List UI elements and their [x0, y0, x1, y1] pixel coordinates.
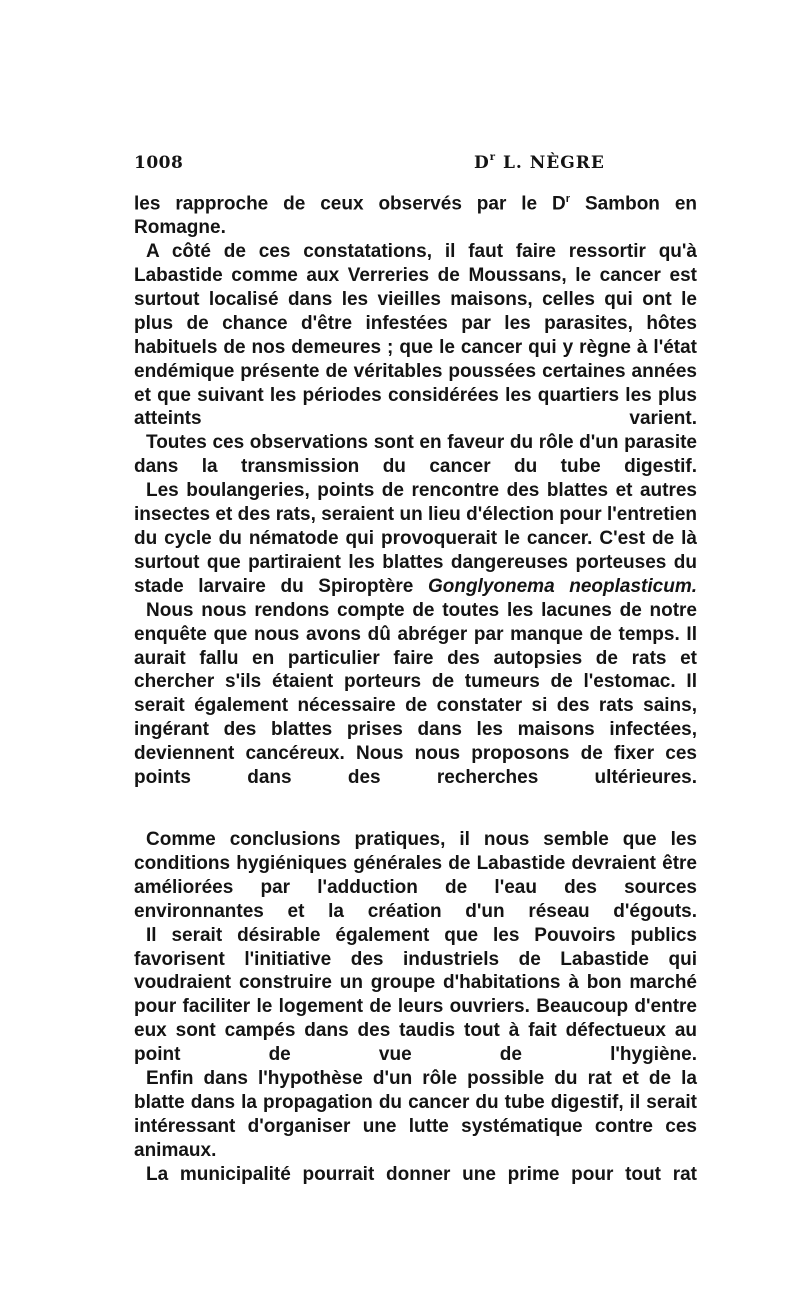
page-header [134, 153, 696, 177]
paragraph: Enfin dans l'hypothèse d'un rôle possible du rat et de la blatte dans la propagation du cancer du tube digestif, il serait intéressant d'organiser une lutte systématique contre ces animaux. [134, 1068, 697, 1161]
paragraph: A côté de ces constatations, il faut faire ressortir qu'à Labastide comme aux Verreries de Moussans, le cancer est surtout localisé dans les vieilles maisons, celles qui ont le plus de chance d'être infestées par les parasites, hôtes habituels de nos demeures ; que le cancer qui y règne à l'état endémique présente de véritables poussées certaines années et que suivant les périodes considérées les quartiers les plus atteints varient. [134, 241, 697, 430]
page-number: 1008 [134, 153, 184, 173]
paragraph-text: Les boulangeries, points de rencontre des blattes et autres insectes et des rats, seraient un lieu d'élection pour l'entretien du cycle du nématode qui provoquerait le cancer. C'est de là surtout que partiraient les blattes dangereuses porteuses du stade larvaire du Spiroptère [134, 480, 697, 597]
species-name: Gonglyonema neoplasticum. [427, 575, 698, 597]
section-gap [134, 790, 697, 828]
paragraph [134, 479, 697, 599]
running-head-author: $D^r$ L. NÈGRE [474, 152, 605, 173]
paragraph: Comme conclusions pratiques, il nous semble que les conditions hygiéniques générales de Labastide devraient être améliorées par l'adduction de l'eau des sources environnantes et la création d'un réseau d'égouts. [134, 828, 697, 922]
paragraph: La municipalité pourrait donner une prime pour tout rat [146, 1163, 697, 1185]
body-text [134, 188, 697, 1187]
paragraph-continuation: les rapproche de ceux observés par le $D^r$ Sambon en Romagne. [134, 193, 697, 239]
paragraph: Nous nous rendons compte de toutes les lacunes de notre enquête que nous avons dû abréger par manque de temps. Il aurait fallu en particulier faire des autopsies de rats et chercher s'ils étaient porteurs de tumeurs de l'estomac. Il serait également nécessaire de constater si des rats sains, ingérant des blattes prises dans les maisons infectées, deviennent cancéreux. Nous nous proposons de fixer ces points dans des recherches ultérieures. [134, 599, 697, 789]
paragraph: Il serait désirable également que les Pouvoirs publics favorisent l'initiative des industriels de Labastide qui voudraient construire un groupe d'habitations à bon marché pour faciliter le logement de leurs ouvriers. Beaucoup d'entre eux sont campés dans des taudis tout à fait défectueux au point de vue de l'hygiène. [134, 924, 697, 1066]
paragraph: Toutes ces observations sont en faveur du rôle d'un parasite dans la transmission du cancer du tube digestif. [134, 432, 697, 478]
